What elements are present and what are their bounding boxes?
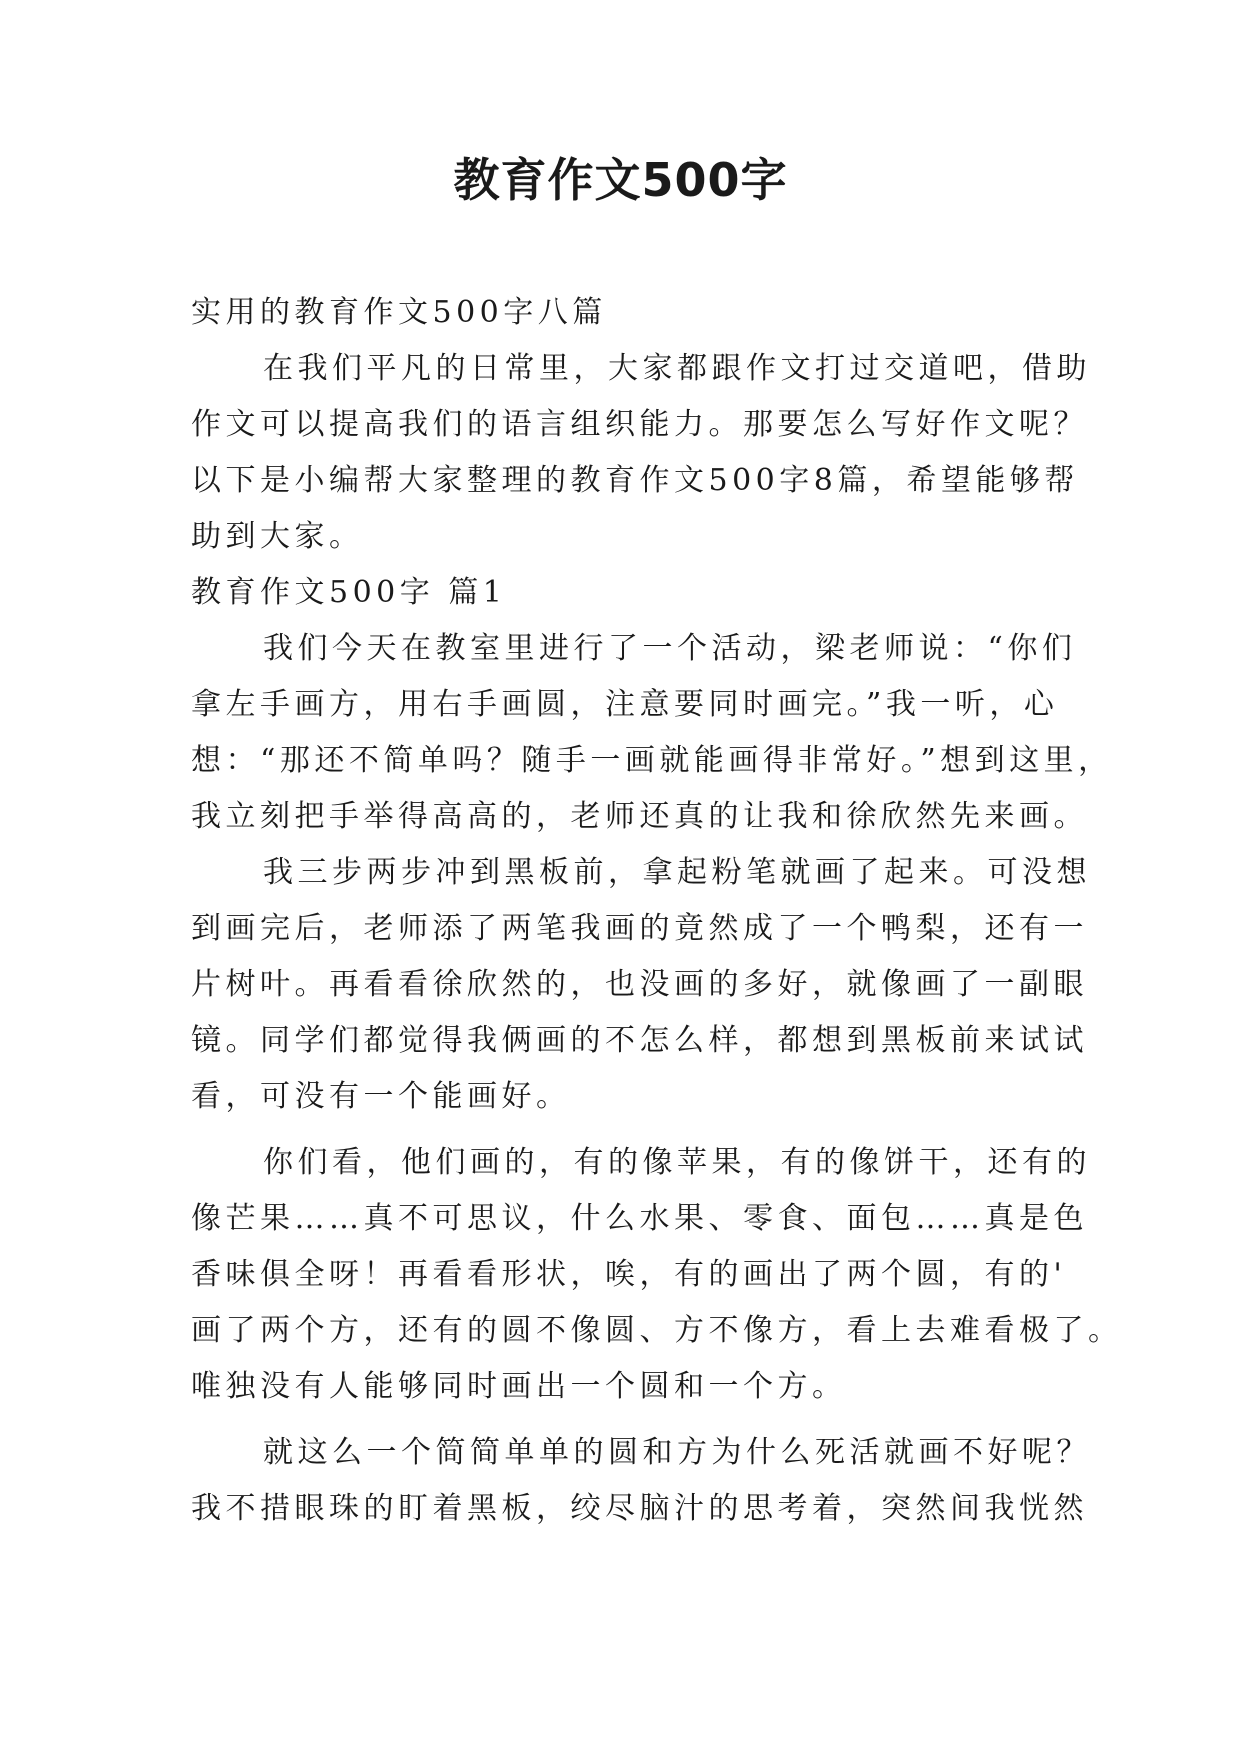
text-line: 助到大家。 bbox=[191, 519, 364, 554]
text-line: 香味俱全呀！再看看形状，唉，有的画出了两个圆，有的' bbox=[191, 1257, 1067, 1292]
paragraph-3 bbox=[191, 1135, 1123, 1415]
text-line: 就这么一个简简单单的圆和方为什么死活就画不好呢？ bbox=[263, 1435, 1091, 1470]
text-line: 我们今天在教室里进行了一个活动，梁老师说：“你们 bbox=[263, 631, 1077, 666]
page-title: 教育作文500字 bbox=[453, 153, 788, 207]
text-line: 片树叶。再看看徐欣然的，也没画的多好，就像画了一副眼 bbox=[191, 967, 1088, 1002]
text-line: 我立刻把手举得高高的，老师还真的让我和徐欣然先来画。 bbox=[191, 799, 1088, 834]
paragraph-2 bbox=[191, 845, 1091, 1125]
text-line: 作文可以提高我们的语言组织能力。那要怎么写好作文呢？ bbox=[191, 407, 1088, 442]
text-line: 到画完后，老师添了两笔我画的竟然成了一个鸭梨，还有一 bbox=[191, 911, 1088, 946]
text-line: 我不措眼珠的盯着黑板，绞尽脑汁的思考着，突然间我恍然 bbox=[191, 1491, 1088, 1526]
subtitle: 实用的教育作文500字八篇 bbox=[191, 295, 607, 330]
text-line: 在我们平凡的日常里，大家都跟作文打过交道吧，借助 bbox=[263, 351, 1091, 386]
section-heading: 教育作文500字 篇1 bbox=[191, 575, 507, 610]
text-line: 像芒果……真不可思议，什么水果、零食、面包……真是色 bbox=[191, 1201, 1088, 1236]
text-line: 唯独没有人能够同时画出一个圆和一个方。 bbox=[191, 1369, 847, 1404]
text-line: 镜。同学们都觉得我俩画的不怎么样，都想到黑板前来试试 bbox=[191, 1023, 1088, 1058]
text-line: 你们看，他们画的，有的像苹果，有的像饼干，还有的 bbox=[263, 1145, 1091, 1180]
text-line: 我三步两步冲到黑板前，拿起粉笔就画了起来。可没想 bbox=[263, 855, 1091, 890]
text-line: 想：“那还不简单吗？随手一画就能画得非常好。”想到这里， bbox=[191, 743, 1113, 778]
text-line: 画了两个方，还有的圆不像圆、方不像方，看上去难看极了。 bbox=[191, 1313, 1123, 1348]
paragraph-1 bbox=[191, 621, 1113, 845]
document-body bbox=[191, 285, 1123, 1537]
intro-paragraph bbox=[191, 341, 1091, 565]
paragraph-gap bbox=[191, 1125, 1053, 1135]
paragraph-4 bbox=[191, 1425, 1091, 1537]
text-line: 看，可没有一个能画好。 bbox=[191, 1079, 571, 1114]
paragraph-gap bbox=[191, 1415, 1053, 1425]
text-line: 拿左手画方，用右手画圆，注意要同时画完。”我一听，心 bbox=[191, 687, 1059, 722]
text-line: 以下是小编帮大家整理的教育作文500字8篇，希望能够帮 bbox=[191, 463, 1079, 498]
